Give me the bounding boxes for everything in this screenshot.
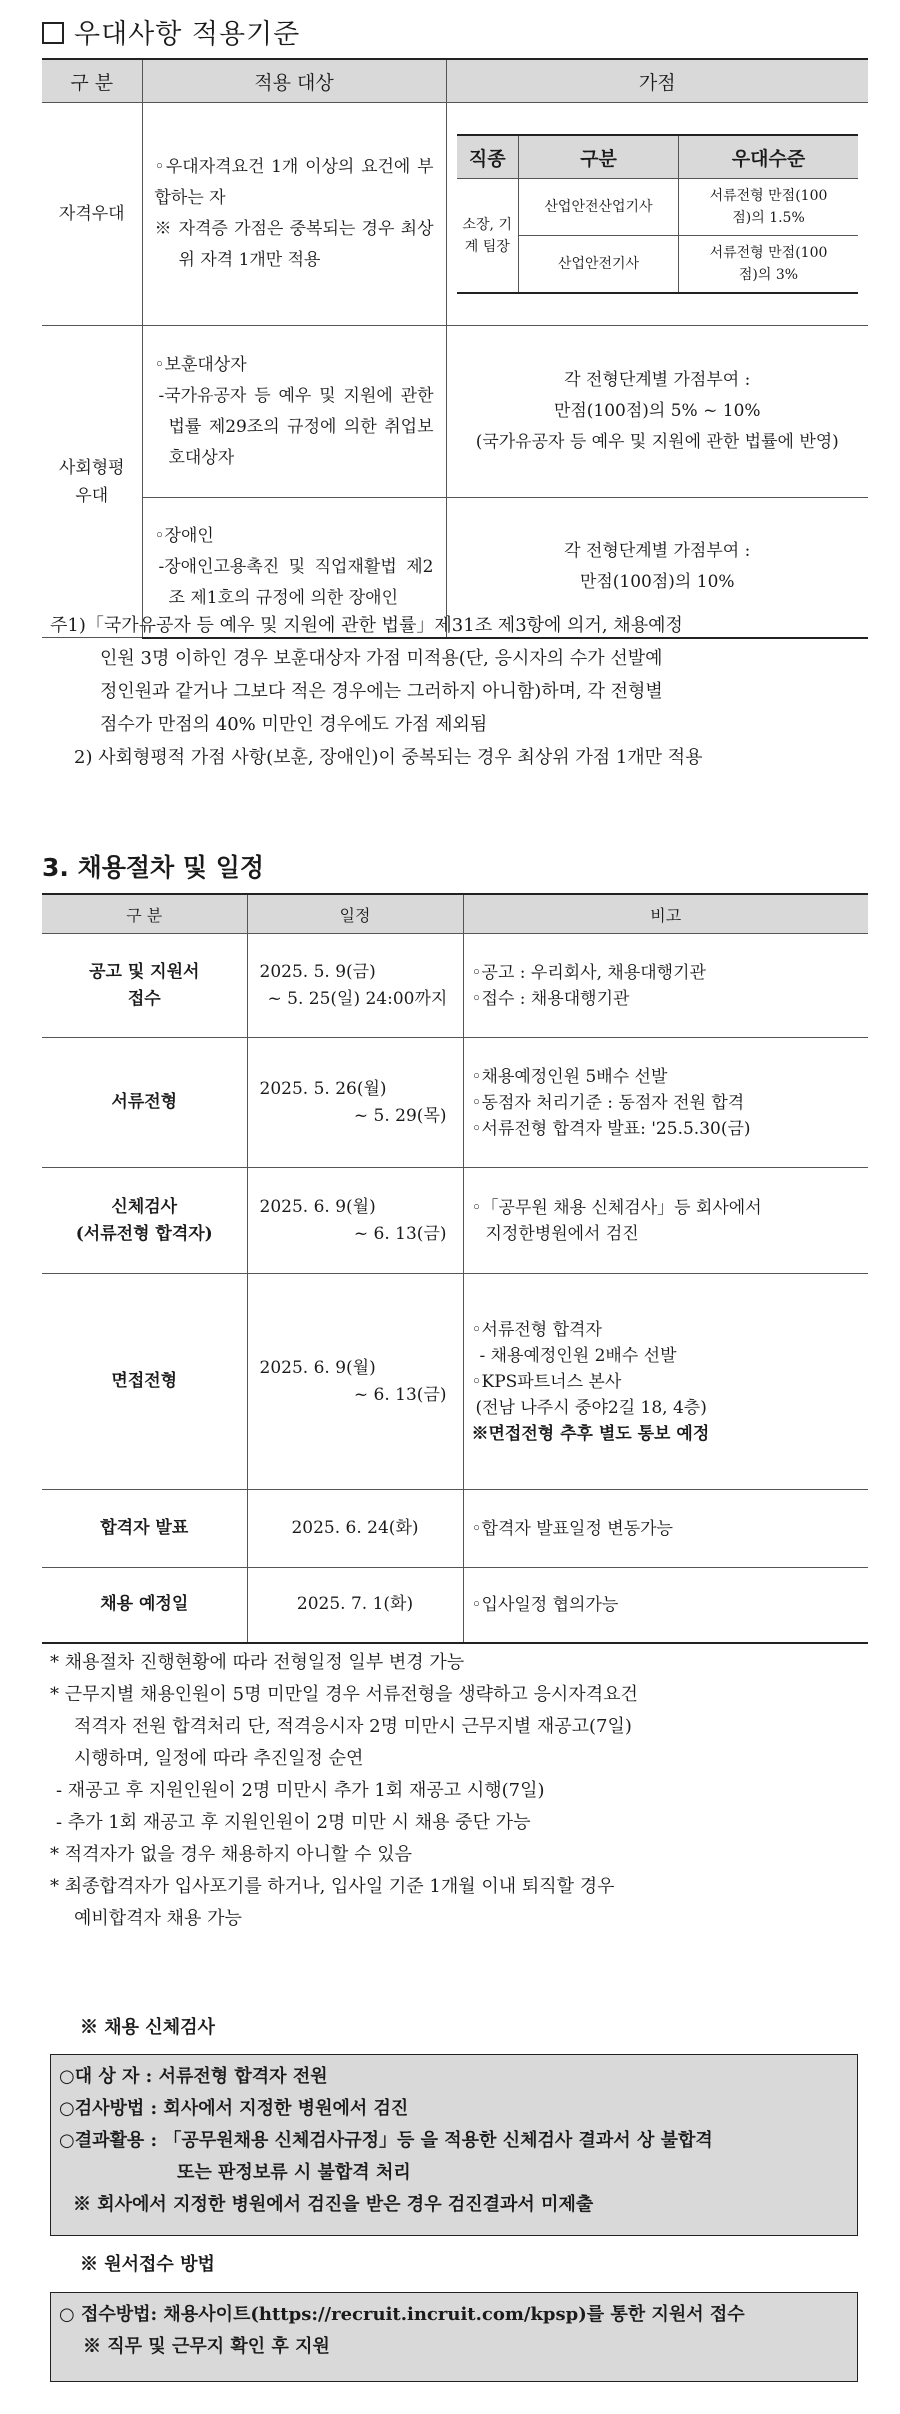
target-qualification: ◦우대자격요건 1개 이상의 요건에 부합하는 자 ※ 자격증 가점은 중복되는 경우 최상위 자격 1개만 적용: [142, 103, 446, 326]
qualification-points-cell: [446, 103, 868, 326]
schedule-row: [42, 934, 868, 1038]
step-remarks: ◦공고 : 우리회사, 채용대행기관 ◦접수 : 채용대행기관: [463, 934, 868, 1038]
step-remarks: ◦서류전형 합격자 - 채용예정인원 2배수 선발 ◦KPS파트너스 본사 (전남 나주시 중야2길 18, 4층) ※면접전형 추후 별도 통보 예정: [463, 1274, 868, 1490]
inner-header-type: 구분: [519, 135, 679, 179]
qualification-inner-table: [457, 134, 859, 294]
inner-level-0: 서류전형 만점(100점)의 1.5%: [679, 179, 859, 236]
category-social: 사회형평 우대: [42, 326, 142, 638]
step-date: 2025. 6. 9(월) ~ 6. 13(금): [247, 1168, 463, 1274]
step-name: 신체검사 (서류전형 합격자): [42, 1168, 247, 1274]
header-category: 구 분: [42, 59, 142, 103]
schedule-table: [42, 893, 868, 1644]
preference-table: [42, 58, 868, 639]
step-date: 2025. 7. 1(화): [247, 1568, 463, 1643]
step-remarks: ◦합격자 발표일정 변동가능: [463, 1490, 868, 1568]
step-name: 합격자 발표: [42, 1490, 247, 1568]
points-veterans: 각 전형단계별 가점부여 : 만점(100점)의 5% ~ 10% (국가유공자 등 예우 및 지원에 관한 법률에 반영): [446, 326, 868, 498]
schedule-row: [42, 1490, 868, 1568]
category-qualification: 자격우대: [42, 103, 142, 326]
application-box: ○ 접수방법: 채용사이트(https://recruit.incruit.com/kpsp)를 통한 지원서 접수 ※ 직무 및 근무지 확인 후 지원: [50, 2292, 858, 2382]
inner-level-1: 서류전형 만점(100점)의 3%: [679, 236, 859, 294]
schedule-table-header: [42, 894, 868, 934]
row-veterans: [42, 326, 868, 498]
application-heading: ※ 원서접수 방법: [80, 2254, 215, 2275]
step-date: 2025. 6. 24(화): [247, 1490, 463, 1568]
header-step: 구 분: [42, 894, 247, 934]
inner-job: 소장, 기계 팀장: [457, 179, 519, 294]
row-qualification: [42, 103, 868, 326]
step-name: 채용 예정일: [42, 1568, 247, 1643]
header-points: 가점: [446, 59, 868, 103]
medical-box: ○대 상 자 : 서류전형 합격자 전원 ○검사방법 : 회사에서 지정한 병원에서 검진 ○결과활용 : 「공무원채용 신체검사규정」등 을 적용한 신체검사 결과서 상 불합격 또는 판정보류 시 불합격 처리 ※ 회사에서 지정한 병원에서 검진을 받은 경우 검진결과서 미제출: [50, 2054, 858, 2236]
step-remarks: ◦입사일정 협의가능: [463, 1568, 868, 1643]
step-name: 공고 및 지원서 접수: [42, 934, 247, 1038]
inner-cert-1: 산업안전기사: [519, 236, 679, 294]
schedule-row: [42, 1168, 868, 1274]
preference-notes: 주1)「국가유공자 등 예우 및 지원에 관한 법률」제31조 제3항에 의거, 채용예정 인원 3명 이하인 경우 보훈대상자 가점 미적용(단, 응시자의 수가 선발예 정인원과 같거나 그보다 적은 경우에는 그러하지 아니함)하며, 각 전형별 점수가 만점의 40% 미만인 경우에도 가점 제외됨 2) 사회형평적 가점 사항(보훈, 장애인)이 중복되는 경우 최상위 가점 1개만 적용: [50, 615, 703, 768]
header-remarks: 비고: [463, 894, 868, 934]
schedule-row: [42, 1038, 868, 1168]
target-disabled: ◦장애인 -장애인고용촉진 및 직업재활법 제2조 제1호의 규정에 의한 장애인: [142, 498, 446, 638]
target-veterans: ◦보훈대상자 -국가유공자 등 예우 및 지원에 관한 법률 제29조의 규정에 의한 취업보호대상자: [142, 326, 446, 498]
step-date: 2025. 5. 9(금) ~ 5. 25(일) 24:00까지: [247, 934, 463, 1038]
inner-header-level: 우대수준: [679, 135, 859, 179]
step-name: 서류전형: [42, 1038, 247, 1168]
step-date: 2025. 6. 9(월) ~ 6. 13(금): [247, 1274, 463, 1490]
preference-table-header: [42, 59, 868, 103]
inner-cert-0: 산업안전산업기사: [519, 179, 679, 236]
schedule-row: [42, 1274, 868, 1490]
step-remarks: ◦「공무원 채용 신체검사」등 회사에서 지정한병원에서 검진: [463, 1168, 868, 1274]
header-target: 적용 대상: [142, 59, 446, 103]
header-date: 일정: [247, 894, 463, 934]
section-title-preference: 우대사항 적용기준: [42, 12, 300, 51]
step-remarks: ◦채용예정인원 5배수 선발 ◦동점자 처리기준 : 동점자 전원 합격 ◦서류전형 합격자 발표: '25.5.30(금): [463, 1038, 868, 1168]
medical-heading: ※ 채용 신체검사: [80, 2017, 215, 2038]
points-disabled: 각 전형단계별 가점부여 : 만점(100점)의 10%: [446, 498, 868, 638]
step-date: 2025. 5. 26(월) ~ 5. 29(목): [247, 1038, 463, 1168]
section-title-schedule: 3. 채용절차 및 일정: [42, 853, 265, 882]
step-name: 면접전형: [42, 1274, 247, 1490]
checkbox-square-icon: [42, 22, 64, 44]
schedule-row: [42, 1568, 868, 1643]
schedule-notes: * 채용절차 진행현황에 따라 전형일정 일부 변경 가능 * 근무지별 채용인원이 5명 미만일 경우 서류전형을 생략하고 응시자격요건 적격자 전원 합격처리 단, 적격응시자 2명 미만시 근무지별 재공고(7일) 시행하며, 일정에 따라 추진일정 순연 - 재공고 후 지원인원이 2명 미만시 추가 1회 재공고 시행(7일) - 추가 1회 재공고 후 지원인원이 2명 미만 시 채용 중단 가능 * 적격자가 없을 경우 채용하지 아니할 수 있음 * 최종합격자가 입사포기를 하거나, 입사일 기준 1개월 이내 퇴직할 경우 예비합격자 채용 가능: [50, 1652, 638, 1929]
inner-header-job: 직종: [457, 135, 519, 179]
